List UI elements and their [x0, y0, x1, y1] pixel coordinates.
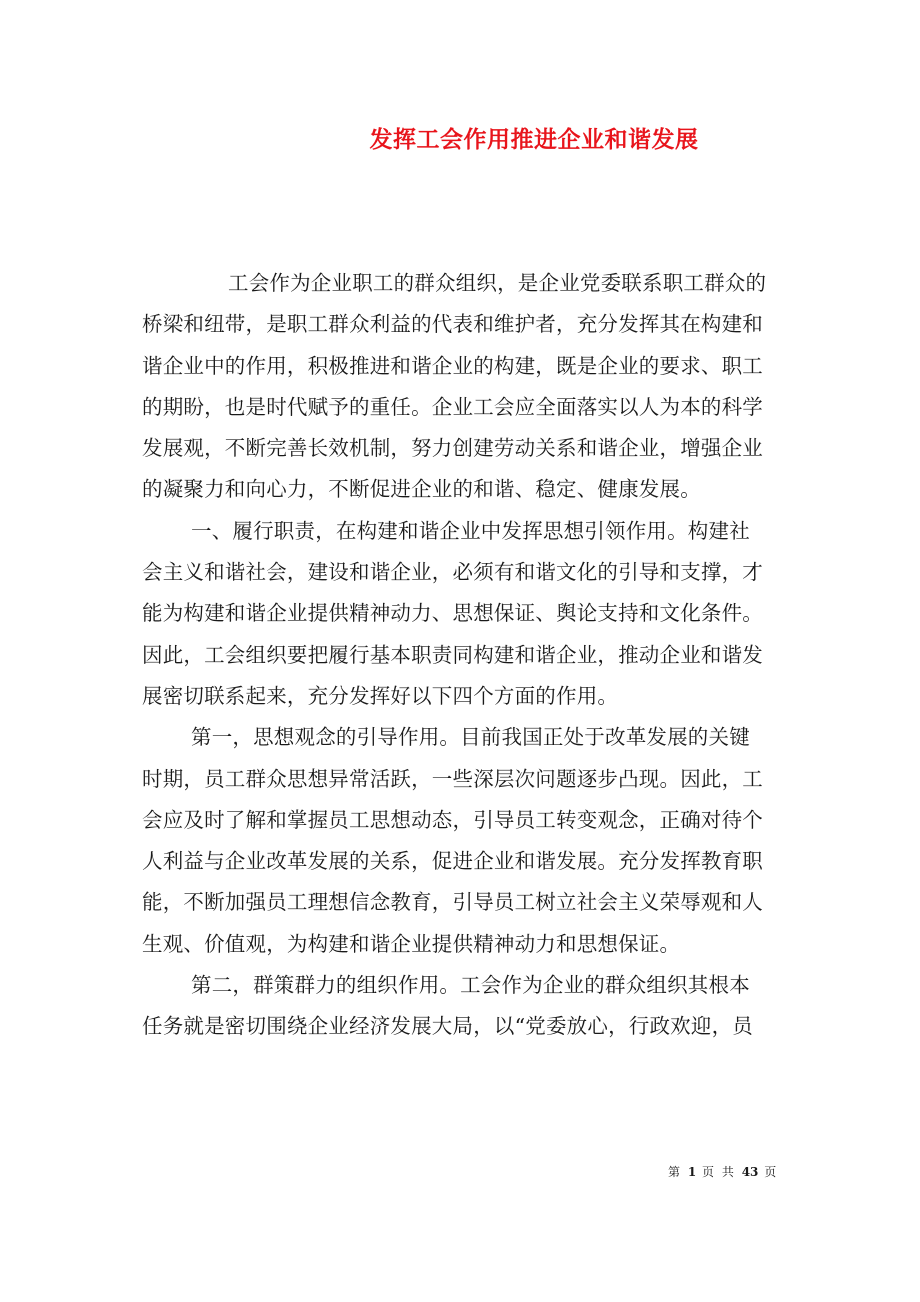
- paragraph-3-line: 能，不断加强员工理想信念教育，引导员工树立社会主义荣辱观和人: [142, 890, 763, 915]
- paragraph-1-line: 工会作为企业职工的群众组织，是企业党委联系职工群众的: [228, 271, 767, 295]
- paragraph-2-line: 因此，工会组织要把履行基本职责同构建和谐企业，推动企业和谐发: [142, 642, 763, 667]
- page-footer: [668, 1163, 778, 1180]
- paragraph-1-line: 谐企业中的作用，积极推进和谐企业的构建，既是企业的要求、职工: [142, 353, 763, 378]
- paragraph-3-line: 人利益与企业改革发展的关系，促进企业和谐发展。充分发挥教育职: [142, 849, 763, 874]
- document-body: [142, 263, 792, 1048]
- page-total: 43: [741, 1165, 759, 1179]
- paragraph-1-line: 的期盼，也是时代赋予的重任。企业工会应全面落实以人为本的科学: [142, 394, 763, 419]
- paragraph-4-line: 任务就是密切围绕企业经济发展大局，以“党委放心，行政欢迎，员: [142, 1014, 753, 1039]
- page-number: 1: [687, 1165, 697, 1179]
- paragraph-1-line: 发展观，不断完善长效机制，努力创建劳动关系和谐企业，增强企业: [142, 436, 763, 461]
- page-suffix: 页: [764, 1165, 779, 1179]
- document-title: 发挥工会作用推进企业和谐发展: [369, 126, 699, 153]
- paragraph-3-line: 会应及时了解和掌握员工思想动态，引导员工转变观念，正确对待个: [142, 807, 763, 832]
- paragraph-2-line: 能为构建和谐企业提供精神动力、思想保证、舆论支持和文化条件。: [142, 601, 763, 626]
- paragraph-2-line: 会主义和谐社会，建设和谐企业，必须有和谐文化的引导和支撑，才: [142, 560, 763, 585]
- paragraph-1-line: 的凝聚力和向心力，不断促进企业的和谐、稳定、健康发展。: [142, 477, 701, 502]
- page-middle: 页 共: [702, 1165, 736, 1179]
- paragraph-3-line: 生观、价值观，为构建和谐企业提供精神动力和思想保证。: [142, 931, 681, 956]
- paragraph-4-line: 第二，群策群力的组织作用。工会作为企业的群众组织其根本: [191, 973, 750, 998]
- paragraph-2-line: 展密切联系起来，充分发挥好以下四个方面的作用。: [142, 683, 619, 708]
- paragraph-1-line: 桥梁和纽带，是职工群众利益的代表和维护者，充分发挥其在构建和: [142, 312, 763, 337]
- paragraph-2-line: 一、履行职责，在构建和谐企业中发挥思想引领作用。构建社: [191, 518, 750, 543]
- page-prefix: 第: [668, 1165, 683, 1179]
- paragraph-3-line: 时期，员工群众思想异常活跃，一些深层次问题逐步凸现。因此，工: [142, 766, 763, 791]
- paragraph-3-line: 第一，思想观念的引导作用。目前我国正处于改革发展的关键: [191, 725, 750, 750]
